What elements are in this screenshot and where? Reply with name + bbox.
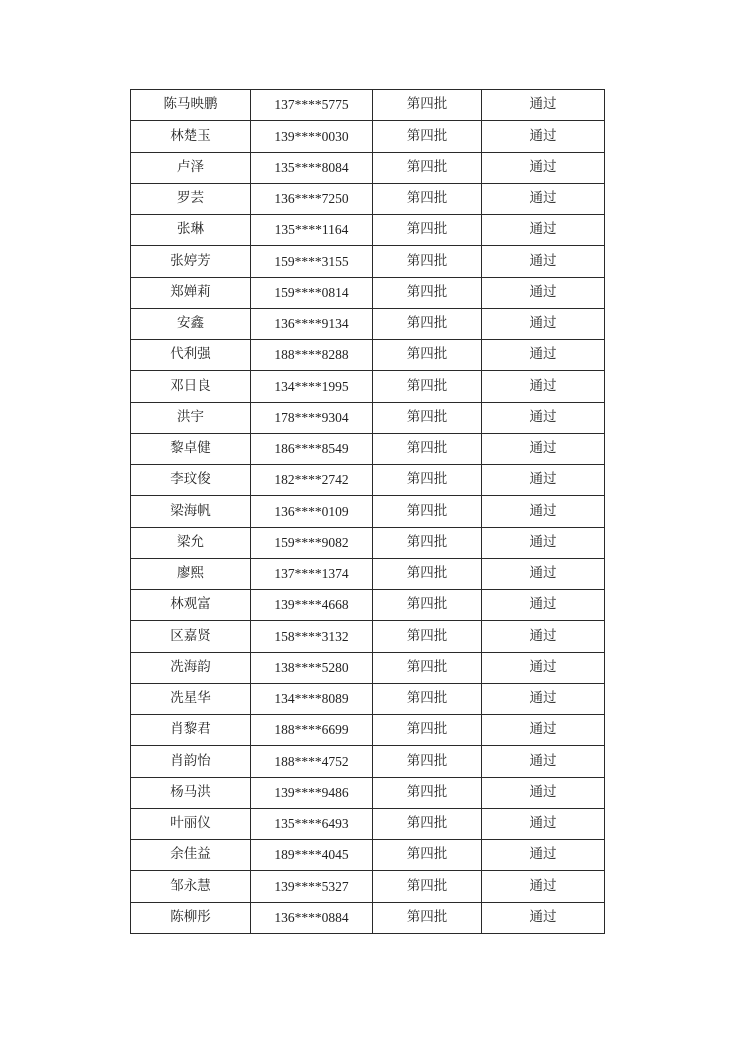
phone-cell: 137****5775	[251, 90, 373, 121]
batch-cell: 第四批	[373, 746, 482, 777]
result-cell: 通过	[482, 808, 605, 839]
batch-cell: 第四批	[373, 465, 482, 496]
result-cell: 通过	[482, 558, 605, 589]
phone-cell: 139****5327	[251, 871, 373, 902]
phone-cell: 139****4668	[251, 590, 373, 621]
result-cell: 通过	[482, 246, 605, 277]
batch-cell: 第四批	[373, 183, 482, 214]
name-cell: 卢泽	[131, 152, 251, 183]
phone-cell: 188****6699	[251, 715, 373, 746]
table-row	[131, 215, 605, 246]
name-cell: 陈柳彤	[131, 902, 251, 933]
batch-cell: 第四批	[373, 808, 482, 839]
batch-cell: 第四批	[373, 496, 482, 527]
phone-cell: 159****0814	[251, 277, 373, 308]
name-cell: 张琳	[131, 215, 251, 246]
phone-cell: 135****8084	[251, 152, 373, 183]
batch-cell: 第四批	[373, 527, 482, 558]
table-row	[131, 402, 605, 433]
result-cell: 通过	[482, 652, 605, 683]
phone-cell: 189****4045	[251, 840, 373, 871]
table-row	[131, 277, 605, 308]
table-row	[131, 777, 605, 808]
table-row	[131, 433, 605, 464]
name-cell: 冼海韵	[131, 652, 251, 683]
phone-cell: 136****9134	[251, 308, 373, 339]
result-cell: 通过	[482, 527, 605, 558]
result-cell: 通过	[482, 183, 605, 214]
result-cell: 通过	[482, 840, 605, 871]
table-row	[131, 340, 605, 371]
result-cell: 通过	[482, 215, 605, 246]
table-row	[131, 715, 605, 746]
table-row	[131, 590, 605, 621]
batch-cell: 第四批	[373, 90, 482, 121]
batch-cell: 第四批	[373, 621, 482, 652]
result-cell: 通过	[482, 590, 605, 621]
batch-cell: 第四批	[373, 246, 482, 277]
table-row	[131, 683, 605, 714]
phone-cell: 188****8288	[251, 340, 373, 371]
result-cell: 通过	[482, 715, 605, 746]
name-cell: 梁允	[131, 527, 251, 558]
result-cell: 通过	[482, 902, 605, 933]
phone-cell: 134****1995	[251, 371, 373, 402]
table-row	[131, 902, 605, 933]
batch-cell: 第四批	[373, 152, 482, 183]
batch-cell: 第四批	[373, 902, 482, 933]
batch-cell: 第四批	[373, 683, 482, 714]
result-cell: 通过	[482, 621, 605, 652]
result-cell: 通过	[482, 746, 605, 777]
batch-cell: 第四批	[373, 715, 482, 746]
batch-cell: 第四批	[373, 277, 482, 308]
batch-cell: 第四批	[373, 433, 482, 464]
batch-cell: 第四批	[373, 558, 482, 589]
name-cell: 陈马映鹏	[131, 90, 251, 121]
batch-cell: 第四批	[373, 340, 482, 371]
table-row	[131, 496, 605, 527]
batch-cell: 第四批	[373, 121, 482, 152]
result-cell: 通过	[482, 871, 605, 902]
phone-cell: 136****0884	[251, 902, 373, 933]
batch-cell: 第四批	[373, 371, 482, 402]
table-row	[131, 558, 605, 589]
name-cell: 余佳益	[131, 840, 251, 871]
phone-cell: 135****1164	[251, 215, 373, 246]
phone-cell: 136****7250	[251, 183, 373, 214]
table-row	[131, 121, 605, 152]
phone-cell: 178****9304	[251, 402, 373, 433]
batch-cell: 第四批	[373, 840, 482, 871]
name-cell: 林观富	[131, 590, 251, 621]
phone-cell: 188****4752	[251, 746, 373, 777]
result-cell: 通过	[482, 90, 605, 121]
phone-cell: 136****0109	[251, 496, 373, 527]
table-row	[131, 90, 605, 121]
table-row	[131, 871, 605, 902]
result-cell: 通过	[482, 402, 605, 433]
phone-cell: 159****3155	[251, 246, 373, 277]
result-cell: 通过	[482, 433, 605, 464]
name-cell: 李玟俊	[131, 465, 251, 496]
name-cell: 罗芸	[131, 183, 251, 214]
name-cell: 叶丽仪	[131, 808, 251, 839]
name-cell: 邹永慧	[131, 871, 251, 902]
name-cell: 肖韵怡	[131, 746, 251, 777]
table-row	[131, 246, 605, 277]
result-cell: 通过	[482, 683, 605, 714]
phone-cell: 182****2742	[251, 465, 373, 496]
phone-cell: 138****5280	[251, 652, 373, 683]
name-cell: 张婷芳	[131, 246, 251, 277]
result-cell: 通过	[482, 777, 605, 808]
name-cell: 洪宇	[131, 402, 251, 433]
table-row	[131, 527, 605, 558]
batch-cell: 第四批	[373, 871, 482, 902]
phone-cell: 135****6493	[251, 808, 373, 839]
batch-cell: 第四批	[373, 590, 482, 621]
result-cell: 通过	[482, 340, 605, 371]
name-cell: 林楚玉	[131, 121, 251, 152]
phone-cell: 159****9082	[251, 527, 373, 558]
result-cell: 通过	[482, 308, 605, 339]
table-row	[131, 308, 605, 339]
table-row	[131, 840, 605, 871]
name-cell: 区嘉贤	[131, 621, 251, 652]
name-cell: 郑婵莉	[131, 277, 251, 308]
result-cell: 通过	[482, 496, 605, 527]
name-cell: 杨马洪	[131, 777, 251, 808]
results-table-body	[131, 90, 605, 934]
result-cell: 通过	[482, 152, 605, 183]
name-cell: 梁海帆	[131, 496, 251, 527]
table-row	[131, 621, 605, 652]
name-cell: 廖熙	[131, 558, 251, 589]
phone-cell: 186****8549	[251, 433, 373, 464]
phone-cell: 139****0030	[251, 121, 373, 152]
batch-cell: 第四批	[373, 308, 482, 339]
table-row	[131, 746, 605, 777]
phone-cell: 139****9486	[251, 777, 373, 808]
name-cell: 代利强	[131, 340, 251, 371]
result-cell: 通过	[482, 277, 605, 308]
result-cell: 通过	[482, 121, 605, 152]
phone-cell: 134****8089	[251, 683, 373, 714]
name-cell: 黎卓健	[131, 433, 251, 464]
result-cell: 通过	[482, 465, 605, 496]
name-cell: 冼星华	[131, 683, 251, 714]
name-cell: 邓日良	[131, 371, 251, 402]
result-cell: 通过	[482, 371, 605, 402]
batch-cell: 第四批	[373, 652, 482, 683]
table-row	[131, 808, 605, 839]
batch-cell: 第四批	[373, 215, 482, 246]
phone-cell: 137****1374	[251, 558, 373, 589]
table-row	[131, 183, 605, 214]
table-row	[131, 465, 605, 496]
table-row	[131, 371, 605, 402]
name-cell: 安鑫	[131, 308, 251, 339]
batch-cell: 第四批	[373, 777, 482, 808]
batch-cell: 第四批	[373, 402, 482, 433]
phone-cell: 158****3132	[251, 621, 373, 652]
table-row	[131, 652, 605, 683]
table-row	[131, 152, 605, 183]
results-table	[130, 89, 605, 934]
name-cell: 肖黎君	[131, 715, 251, 746]
